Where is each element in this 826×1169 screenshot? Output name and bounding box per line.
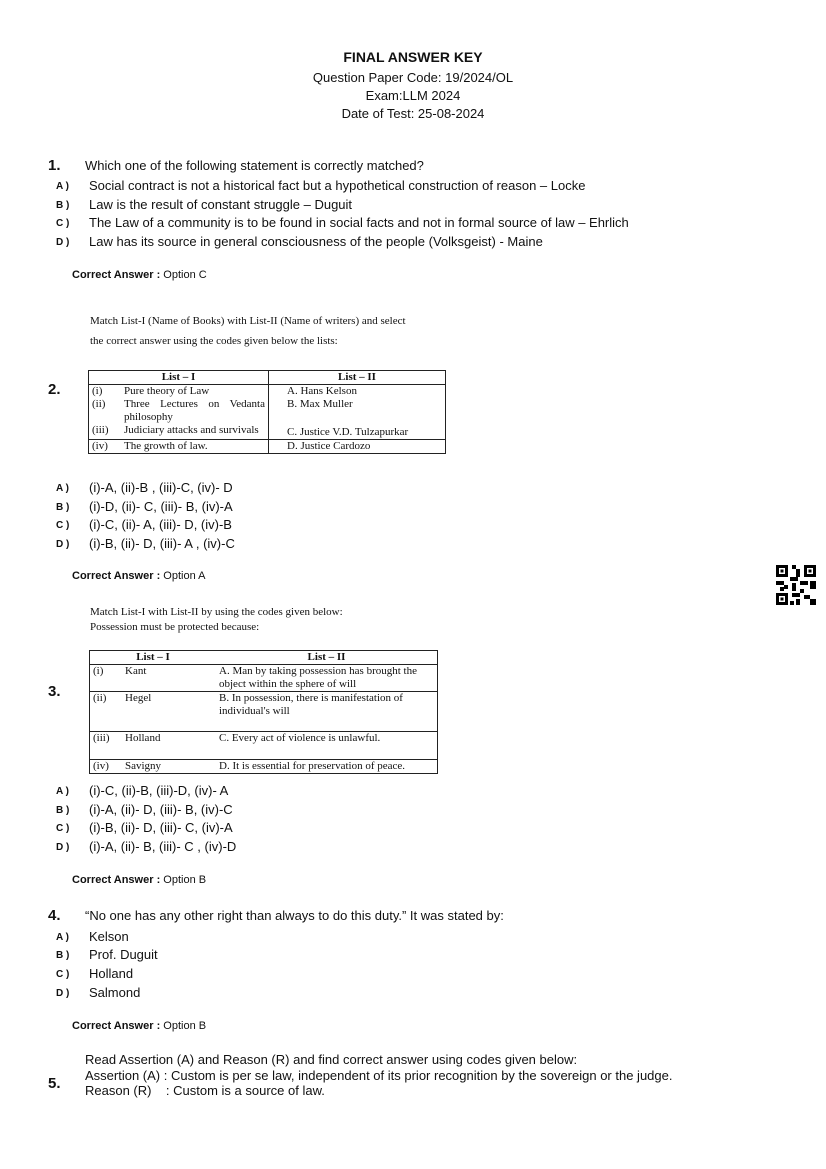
correct-answer-value: Option C [163,269,207,281]
correct-answer-value: Option A [163,570,206,582]
option-text: Law is the result of constant struggle – Duguit [89,197,353,212]
list-one-item: The growth of law. [121,440,269,454]
question-intro: the correct answer using the codes given below the lists: [90,335,338,347]
list-two-item: D. It is essential for preservation of peace. [219,760,406,772]
list-two-item: C. Every act of violence is unlawful. [219,732,381,744]
correct-answer [72,874,206,886]
option-label: B ) [56,950,70,961]
option-label: C ) [56,218,70,229]
qr-code-icon [776,565,816,605]
list-two-item: A. Man by taking possession has brought the object within the sphere of will [219,665,417,690]
paper-code: Question Paper Code: 19/2024/OL [312,70,514,85]
list-two-item: B. In possession, there is manifestation of individual's will [219,692,403,717]
column-header: List – II [307,651,346,663]
list-two-item: B. Max Muller [287,398,353,410]
option-label: A ) [56,483,69,494]
row-number: (ii) [93,692,107,704]
match-table [88,370,446,454]
option-label: D ) [56,842,70,853]
option-text: Law has its source in general consciousness of the people (Volksgeist) - Maine [89,234,543,249]
correct-answer-label: Correct Answer : [72,874,161,886]
question-text: “No one has any other right than always to do this duty.” It was stated by: [85,908,504,923]
correct-answer [72,269,207,281]
table-row [89,398,446,424]
question-number: 5. [48,1075,61,1092]
table-row [89,440,446,454]
list-one-item: Holland [125,732,161,744]
match-table [89,650,438,774]
question-text: Read Assertion (A) and Reason (R) and find correct answer using codes given below: [85,1052,578,1067]
option-text: (i)-A, (ii)-B , (iii)-C, (iv)- D [89,480,233,495]
reason-text: Reason (R) : Custom is a source of law. [85,1083,325,1098]
option-label: D ) [56,237,70,248]
option-text: (i)-C, (ii)-B, (iii)-D, (iv)- A [89,783,229,798]
option-text: (i)-B, (ii)- D, (iii)- C, (iv)-A [89,820,233,835]
option-label: A ) [56,786,69,797]
question-number: 4. [48,907,61,924]
question-number: 3. [48,683,61,700]
option-text: (i)-A, (ii)- D, (iii)- B, (iv)-C [89,802,233,817]
table-header-row [90,651,438,665]
assertion-text: Assertion (A) : Custom is per se law, independent of its prior recognition by the sovereign or the judge. [85,1068,673,1083]
option-text: Salmond [89,985,141,1000]
option-label: B ) [56,200,70,211]
table-header-row [89,371,446,385]
question-intro: Match List-I with List-II by using the codes given below: [90,606,343,618]
option-label: B ) [56,502,70,513]
option-text: (i)-C, (ii)- A, (iii)- D, (iv)-B [89,517,232,532]
table-row [90,732,438,760]
list-two-item: C. Justice V.D. Tulzapurkar [287,426,409,438]
option-text: (i)-A, (ii)- B, (iii)- C , (iv)-D [89,839,237,854]
option-text: Social contract is not a historical fact but a hypothetical construction of reason – Locke [89,178,586,193]
list-one-item: Three Lectures on Vedanta philosophy [121,398,269,424]
option-text: Holland [89,966,134,981]
test-date: Date of Test: 25-08-2024 [341,106,485,121]
option-text: (i)-B, (ii)- D, (iii)- A , (iv)-C [89,536,235,551]
option-text: Kelson [89,929,129,944]
correct-answer-label: Correct Answer : [72,269,161,281]
column-header: List – I [89,371,269,385]
table-row [90,692,438,732]
option-label: C ) [56,969,70,980]
column-header: List – I [136,651,170,663]
page-title: FINAL ANSWER KEY [343,49,483,65]
correct-answer-label: Correct Answer : [72,1020,161,1032]
option-text: (i)-D, (ii)- C, (iii)- B, (iv)-A [89,499,233,514]
exam-name: Exam:LLM 2024 [365,88,461,103]
correct-answer-label: Correct Answer : [72,570,161,582]
question-text: Which one of the following statement is correctly matched? [85,158,424,173]
list-two-item: A. Hans Kelson [287,385,357,397]
correct-answer-value: Option B [163,1020,207,1032]
option-label: B ) [56,805,70,816]
correct-answer-value: Option B [163,874,207,886]
option-label: D ) [56,539,70,550]
option-label: C ) [56,520,70,531]
row-number: (iii) [92,424,109,436]
row-number: (iv) [92,440,108,452]
option-label: A ) [56,932,69,943]
question-intro: Possession must be protected because: [90,621,260,633]
correct-answer [72,1020,206,1032]
row-number: (iv) [93,760,109,772]
column-header: List – II [338,371,376,383]
correct-answer [72,570,206,582]
row-number: (i) [92,385,103,397]
option-text: The Law of a community is to be found in social facts and not in formal source of law – Ehrlich [89,215,629,230]
table-row [89,385,446,399]
option-label: D ) [56,988,70,999]
question-number: 1. [48,157,61,174]
list-one-item: Hegel [125,692,152,704]
table-row [89,424,446,440]
list-one-item: Judiciary attacks and survivals [121,424,269,440]
table-row [90,760,438,774]
row-number: (iii) [93,732,110,744]
option-label: C ) [56,823,70,834]
list-one-item: Savigny [125,760,162,772]
table-row [90,665,438,692]
list-one-item: Pure theory of Law [121,385,269,399]
list-two-item: D. Justice Cardozo [287,440,371,452]
option-label: A ) [56,181,69,192]
row-number: (ii) [92,398,106,410]
row-number: (i) [93,665,104,677]
question-number: 2. [48,381,61,398]
question-intro: Match List-I (Name of Books) with List-II (Name of writers) and select [90,315,406,327]
option-text: Prof. Duguit [89,947,158,962]
list-one-item: Kant [125,665,147,677]
